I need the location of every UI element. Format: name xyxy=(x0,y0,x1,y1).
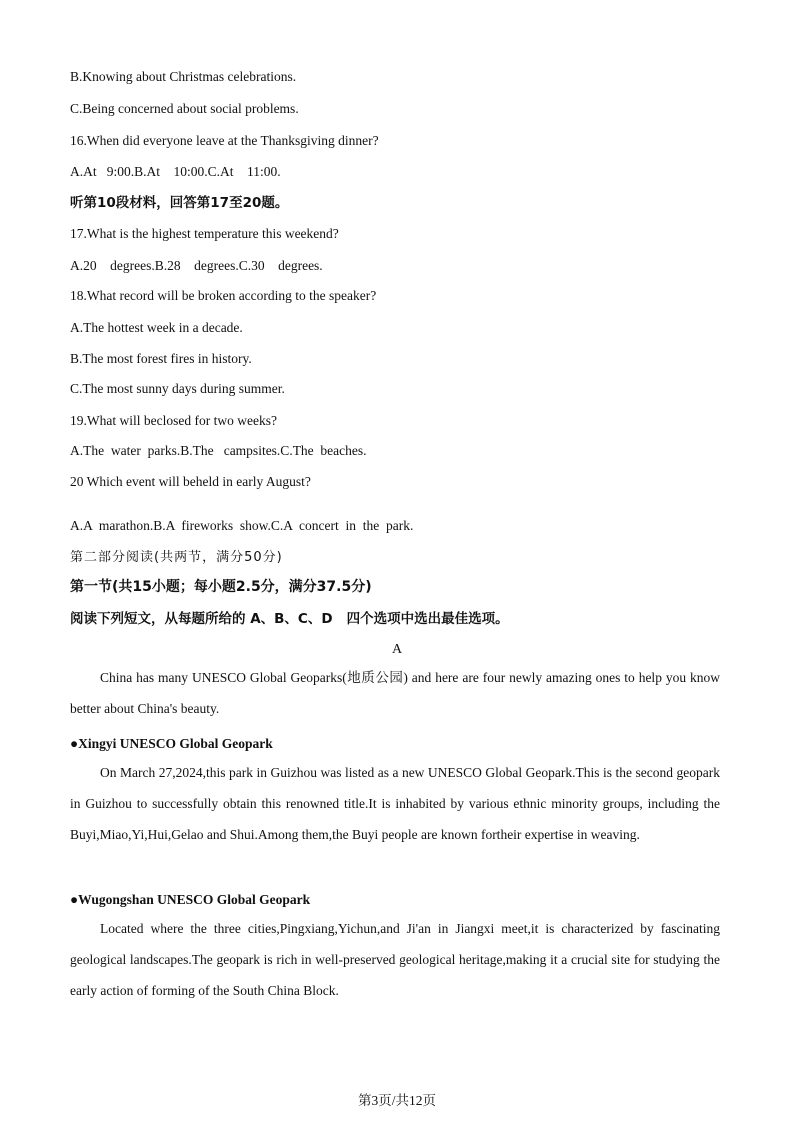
options-16: A.At 9:00.B.At 10:00.C.At 11:00. xyxy=(70,164,281,179)
reading-instruction: 阅读下列短文，从每题所给的 A、B、C、D 四个选项中选出最佳选项。 xyxy=(70,611,509,627)
question-19: 19.What will beclosed for two weeks? xyxy=(70,413,277,428)
line-b-christmas: B.Knowing about Christmas celebrations. xyxy=(70,69,297,84)
passage-label: A xyxy=(391,642,403,657)
option-18a: A.The hottest week in a decade. xyxy=(70,320,243,335)
options-17: A.20 degrees.B.28 degrees.C.30 degrees. xyxy=(70,258,323,273)
option-18c: C.The most sunny days during summer. xyxy=(70,381,285,396)
wugongshan-heading: ●Wugongshan UNESCO Global Geopark xyxy=(70,892,311,907)
xingyi-heading: ●Xingyi UNESCO Global Geopark xyxy=(70,736,273,751)
part2-heading: 第二部分阅读(共两节，满分50分) xyxy=(70,550,283,565)
question-17: 17.What is the highest temperature this weekend? xyxy=(70,226,339,241)
option-18b: B.The most forest fires in history. xyxy=(70,351,252,366)
section1-heading: 第一节(共15小题；每小题2.5分，满分37.5分) xyxy=(70,579,372,595)
intro-paragraph: China has many UNESCO Global Geoparks(地质公园) and here are four newly amazing ones to help you know better about China's beauty. xyxy=(70,670,720,716)
line-c-social: C.Being concerned about social problems. xyxy=(70,101,299,116)
options-19: A.The water parks.B.The campsites.C.The beaches. xyxy=(70,443,367,458)
question-18: 18.What record will be broken according to the speaker? xyxy=(70,288,377,303)
listening-instruction: 听第10段材料，回答第17至20题。 xyxy=(70,195,289,211)
wugongshan-paragraph: Located where the three cities,Pingxiang,Yichun,and Ji'an in Jiangxi meet,it is characterized by fascinating geological landscapes.The geopark is rich in well-preserved geological heritage,making it a crucial site for studying the early action of forming of the South China Block. xyxy=(70,921,720,998)
question-20: 20 Which event will beheld in early August? xyxy=(70,474,311,489)
options-20: A.A marathon.B.A fireworks show.C.A concert in the park. xyxy=(70,518,414,533)
page-footer: 第3页/共12页 xyxy=(357,1093,436,1108)
question-16: 16.When did everyone leave at the Thanksgiving dinner? xyxy=(70,133,379,148)
xingyi-paragraph: On March 27,2024,this park in Guizhou was listed as a new UNESCO Global Geopark.This is the second geopark in Guizhou to successfully obtain this renowned title.It is inhabited by various ethnic minority groups, including the Buyi,Miao,Yi,Hui,Gelao and Shui.Among them,the Buyi people are known fortheir expertise in weaving. xyxy=(70,765,720,842)
